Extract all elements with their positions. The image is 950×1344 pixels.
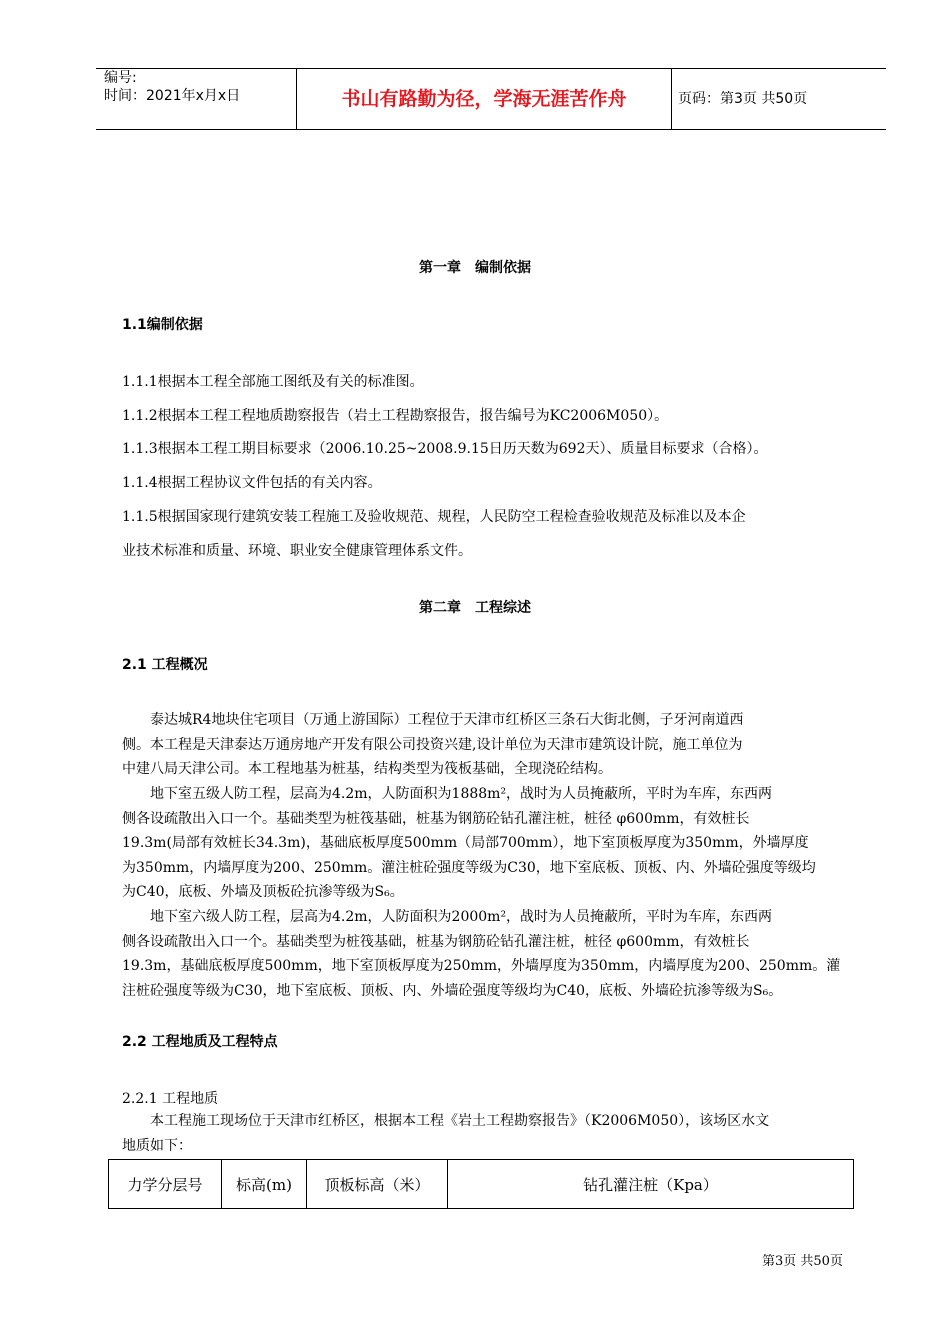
- text-line: 19.3m，基础底板厚度500mm，地下室顶板厚度为250mm，外墙厚度为350mm，内墙厚度为200、250mm。灌: [122, 958, 841, 974]
- header-page-info: 页码：第3页 共50页: [678, 91, 808, 107]
- item-1-1-4: 1.1.4根据工程协议文件包括的有关内容。: [122, 475, 382, 491]
- col-bored-pile: 钻孔灌注桩（Kpa）: [448, 1160, 854, 1209]
- item-1-1-3: 1.1.3根据本工程工期目标要求（2006.10.25~2008.9.15日历天数为692天）、质量目标要求（合格）。: [122, 441, 768, 457]
- col-elevation: 标高(m): [222, 1160, 307, 1209]
- chapter1-title: 第一章 编制依据: [419, 260, 531, 276]
- text-line: 侧各设疏散出入口一个。基础类型为桩筏基础，桩基为钢筋砼钻孔灌注桩，桩径 φ600mm，有效桩长: [122, 810, 750, 827]
- text-line: 泰达城R4地块住宅项目（万通上游国际）工程位于天津市红桥区三条石大街北侧，子牙河南道西: [122, 712, 744, 728]
- page-header: [96, 68, 886, 130]
- table-header-row: [109, 1160, 854, 1209]
- text-line: 注桩砼强度等级为C30，地下室底板、顶板、内、外墙砼强度等级均为C40，底板、外墙砼抗渗等级为S₆。: [122, 982, 783, 999]
- item-1-1-2: 1.1.2根据本工程工程地质勘察报告（岩土工程勘察报告，报告编号为KC2006M050）。: [122, 408, 669, 424]
- text-line: 地下室五级人防工程，层高为4.2m，人防面积为1888m²，战时为人员掩蔽所，平时为车库，东西两: [122, 786, 773, 802]
- paragraph-basement-6: [122, 905, 858, 1003]
- subsection-2-2-1-title: 2.2.1 工程地质: [122, 1091, 219, 1107]
- text-line: 地质如下：: [122, 1137, 192, 1154]
- text-line: 地下室六级人防工程，层高为4.2m，人防面积为2000m²，战时为人员掩蔽所，平时为车库，东西两: [122, 909, 773, 925]
- text-line: 本工程施工现场位于天津市红桥区，根据本工程《岩土工程勘察报告》（K2006M050），该场区水文: [122, 1113, 770, 1129]
- paragraph-overview: [122, 708, 858, 782]
- text-line: 为C40，底板、外墙及顶板砼抗渗等级为S₆。: [122, 884, 404, 900]
- text-line: 19.3m(局部有效桩长34.3m)，基础底板厚度500mm（局部700mm），地下室顶板厚度为350mm，外墙厚度: [122, 835, 809, 851]
- text-line: 中建八局天津公司。本工程地基为桩基，结构类型为筏板基础，全现浇砼结构。: [122, 761, 612, 777]
- item-1-1-5: 1.1.5根据国家现行建筑安装工程施工及验收规范、规程，人民防空工程检查验收规范及标准以及本企: [122, 509, 746, 525]
- section-2-1-title: 2.1 工程概况: [122, 657, 208, 673]
- paragraph-basement-5: [122, 782, 858, 905]
- section-1-1-title: 1.1编制依据: [122, 317, 203, 333]
- item-1-1-1: 1.1.1根据本工程全部施工图纸及有关的标准图。: [122, 374, 424, 390]
- section-2-2-title: 2.2 工程地质及工程特点: [122, 1034, 278, 1050]
- header-meta: [96, 69, 297, 129]
- text-line: 侧。本工程是天津泰达万通房地产开发有限公司投资兴建,设计单位为天津市建筑设计院，施工单位为: [122, 736, 743, 753]
- header-code-label: 编号:: [104, 70, 137, 86]
- chapter2-title: 第二章 工程综述: [419, 600, 531, 616]
- col-layer-no: 力学分层号: [109, 1160, 222, 1209]
- text-line: 为350mm，内墙厚度为200、250mm。灌注桩砼强度等级为C30，地下室底板、顶板、内、外墙砼强度等级均: [122, 859, 816, 876]
- paragraph-geology: [122, 1109, 858, 1158]
- col-roof-elevation: 顶板标高（米）: [307, 1160, 448, 1209]
- geology-table: [108, 1159, 854, 1209]
- page-footer: 第3页 共50页: [762, 1254, 843, 1269]
- text-line: 侧各设疏散出入口一个。基础类型为桩筏基础，桩基为钢筋砼钻孔灌注桩，桩径 φ600mm，有效桩长: [122, 933, 750, 950]
- header-time: 时间：2021年x月x日: [104, 88, 241, 104]
- header-motto: 书山有路勤为径，学海无涯苦作舟: [297, 69, 672, 129]
- item-1-1-5-cont: 业技术标准和质量、环境、职业安全健康管理体系文件。: [122, 543, 472, 559]
